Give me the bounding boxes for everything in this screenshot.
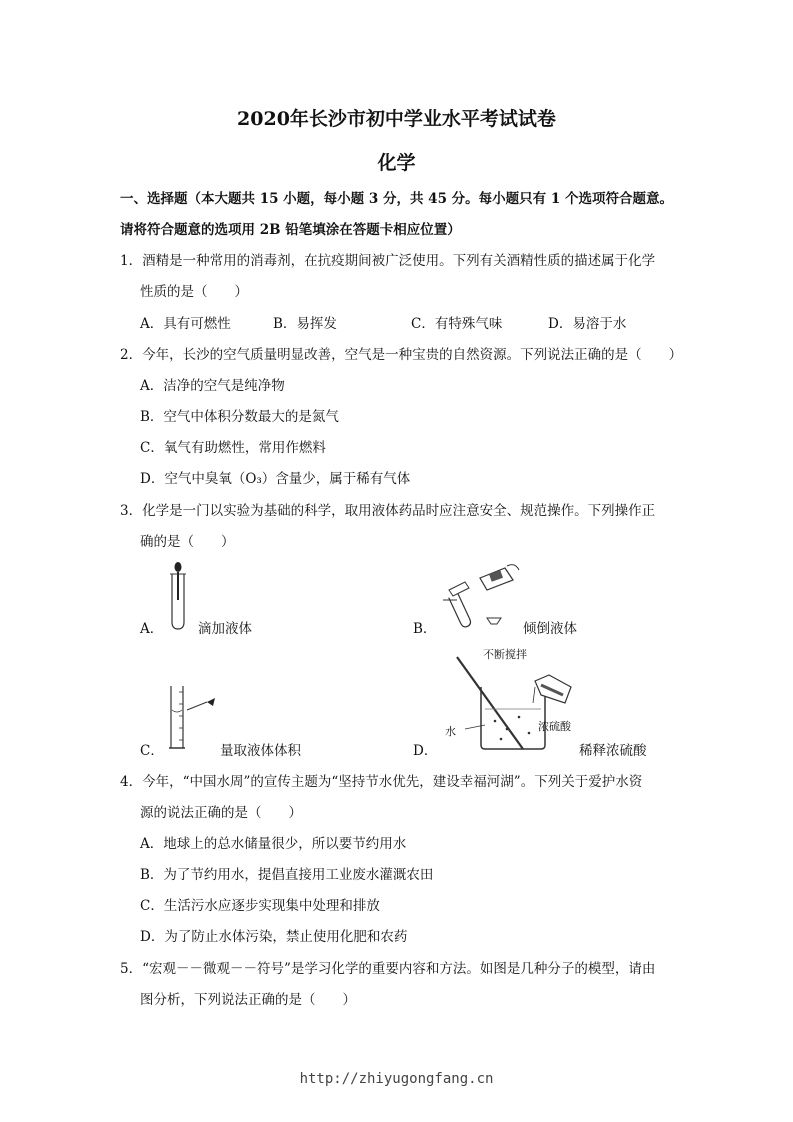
q3-option-c-text: 量取液体体积	[220, 743, 301, 759]
q3-option-b-letter: B．	[413, 621, 437, 637]
footer-url: http://zhiyugongfang.cn	[299, 1071, 494, 1087]
q3-option-d-text: 稀释浓硫酸	[579, 743, 647, 759]
label-water: 水	[445, 725, 456, 738]
q4-stem-cont: 源的说法正确的是（ ）	[140, 805, 302, 821]
q3-option-a-letter: A．	[140, 621, 164, 637]
q1-option-d: D．易溶于水	[548, 316, 627, 332]
dropper-test-tube-figure	[162, 560, 192, 635]
q2-stem: 2．今年，长沙的空气质量明显改善，空气是一种宝贵的自然资源。下列说法正确的是（ ）	[120, 347, 683, 363]
q2-option-b: B．空气中体积分数最大的是氮气	[140, 409, 339, 425]
section-instruction: 请将符合题意的选项用 2B 铅笔填涂在答题卡相应位置）	[120, 222, 461, 238]
q1-stem: 1．酒精是一种常用的消毒剂，在抗疫期间被广泛使用。下列有关酒精性质的描述属于化学	[120, 253, 656, 269]
q1-option-b: B．易挥发	[273, 316, 337, 332]
q4-option-b: B．为了节约用水，提倡直接用工业废水灌溉农田	[140, 867, 434, 883]
q4-stem: 4．今年，“中国水周”的宣传主题为“坚持节水优先，建设幸福河湖”。下列关于爱护水资	[120, 774, 643, 790]
q4-option-d: D．为了防止水体污染，禁止使用化肥和农药	[140, 929, 408, 945]
q1-option-c: C．有特殊气味	[411, 316, 503, 332]
subject-title: 化学	[377, 152, 416, 174]
q2-option-d: D．空气中臭氧（O₃）含量少，属于稀有气体	[140, 471, 411, 487]
q2-option-c: C．氧气有助燃性，常用作燃料	[140, 440, 326, 456]
q5-stem: 5．“宏观－－微观－－符号”是学习化学的重要内容和方法。如图是几种分子的模型，请由	[120, 961, 656, 977]
q2-option-a: A．洁净的空气是纯净物	[140, 378, 285, 394]
page-title: 2020年长沙市初中学业水平考试试卷	[237, 108, 556, 130]
q3-stem-cont: 确的是（ ）	[140, 534, 235, 550]
q3-option-c-letter: C．	[140, 743, 164, 759]
q5-stem-cont: 图分析，下列说法正确的是（ ）	[140, 992, 356, 1008]
label-conc-sulfuric-acid: 浓硫酸	[538, 720, 571, 733]
q4-option-c: C．生活污水应逐步实现集中处理和排放	[140, 898, 380, 914]
graduated-cylinder-figure	[165, 682, 225, 752]
q3-option-d-letter: D．	[413, 743, 438, 759]
q1-stem-cont: 性质的是（ ）	[140, 284, 248, 300]
q4-option-a: A．地球上的总水储量很少，所以要节约用水	[140, 836, 407, 852]
pouring-liquid-figure	[435, 560, 520, 635]
q1-option-a: A．具有可燃性	[140, 316, 231, 332]
q3-option-a-text: 滴加液体	[198, 621, 252, 637]
q3-stem: 3．化学是一门以实验为基础的科学，取用液体药品时应注意安全、规范操作。下列操作正	[120, 503, 656, 519]
section-heading: 一、选择题（本大题共 15 小题，每小题 3 分，共 45 分。每小题只有 1 个选项符合题意。	[120, 191, 673, 207]
q3-option-b-text: 倾倒液体	[523, 621, 577, 637]
label-keep-stirring: 不断搅拌	[483, 648, 527, 661]
